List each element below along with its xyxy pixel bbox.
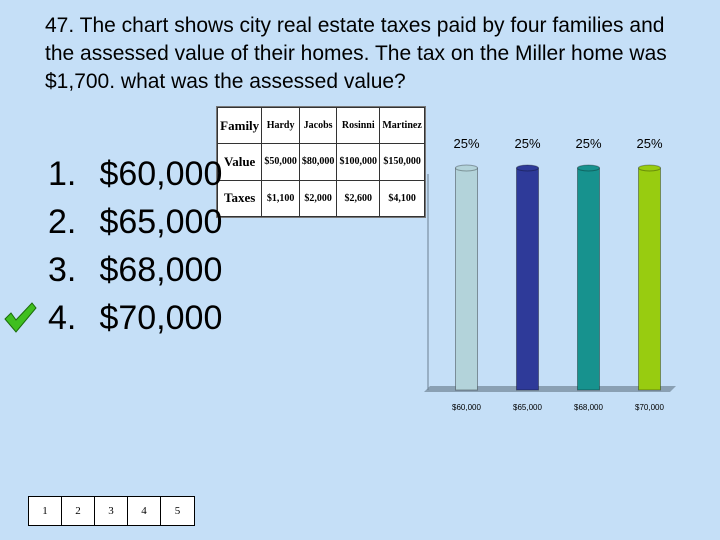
table-cell: $4,100 <box>380 180 425 216</box>
x-tick-label: $68,000 <box>574 403 603 412</box>
table-cell: $50,000 <box>262 144 300 180</box>
table-cell: $1,100 <box>262 180 300 216</box>
bar-top <box>517 165 539 171</box>
table-header-cell: Hardy <box>262 108 300 144</box>
data-label: 25% <box>453 136 480 151</box>
checkmark-icon <box>2 300 38 336</box>
x-tick-label: $70,000 <box>635 403 664 412</box>
answer-option-4[interactable] <box>48 294 222 342</box>
answer-text: $70,000 <box>99 299 223 337</box>
answer-number: 4. <box>48 299 77 337</box>
table-cell: $100,000 <box>337 144 380 180</box>
bar-shading <box>578 168 600 390</box>
keypad-key-5[interactable]: 5 <box>174 505 181 517</box>
answer-text: $68,000 <box>99 251 223 289</box>
answer-number: 3. <box>48 251 77 289</box>
question-text: 47. The chart shows city real estate taxes paid by four families and the assessed value of their homes. The tax on the Miller home was $1,700. what was the assessed value? <box>45 14 667 93</box>
keypad-key-4[interactable]: 4 <box>128 497 161 525</box>
table-header-cell: Rosinni <box>337 108 380 144</box>
table-row <box>218 144 425 180</box>
answer-text: $65,000 <box>99 203 223 241</box>
x-tick-label: $65,000 <box>513 403 542 412</box>
bar-shading <box>639 168 661 390</box>
table-cell: $80,000 <box>299 144 337 180</box>
answer-option-1[interactable] <box>48 150 222 198</box>
table-cell: $150,000 <box>380 144 425 180</box>
table-cell: $2,600 <box>337 180 380 216</box>
bar-top <box>578 165 600 171</box>
x-tick-label: $60,000 <box>452 403 481 412</box>
table-cell: Value <box>218 144 262 180</box>
answer-list <box>48 150 222 342</box>
keypad-key-2[interactable]: 2 <box>62 497 95 525</box>
bar-shading <box>456 168 478 390</box>
answer-text: $60,000 <box>99 155 223 193</box>
bar-top <box>456 165 478 171</box>
answer-option-3[interactable] <box>48 246 222 294</box>
keypad-key-1[interactable]: 1 <box>29 497 62 525</box>
data-label: 25% <box>575 136 602 151</box>
table-row <box>218 180 425 216</box>
table-cell: Taxes <box>218 180 262 216</box>
bar-shading <box>517 168 539 390</box>
table-header-cell: Jacobs <box>299 108 337 144</box>
table-header-cell: Martinez <box>380 108 425 144</box>
keypad <box>28 496 195 526</box>
response-bar-chart <box>420 128 690 428</box>
table-cell: $2,000 <box>299 180 337 216</box>
data-label: 25% <box>636 136 663 151</box>
answer-option-2[interactable] <box>48 198 222 246</box>
table-header-cell: Family <box>218 108 262 144</box>
data-label: 25% <box>514 136 541 151</box>
table-header-row <box>218 108 425 144</box>
keypad-key-3[interactable]: 3 <box>95 497 128 525</box>
answer-number: 1. <box>48 155 77 193</box>
bar-top <box>639 165 661 171</box>
answer-number: 2. <box>48 203 77 241</box>
tax-table <box>216 106 426 218</box>
